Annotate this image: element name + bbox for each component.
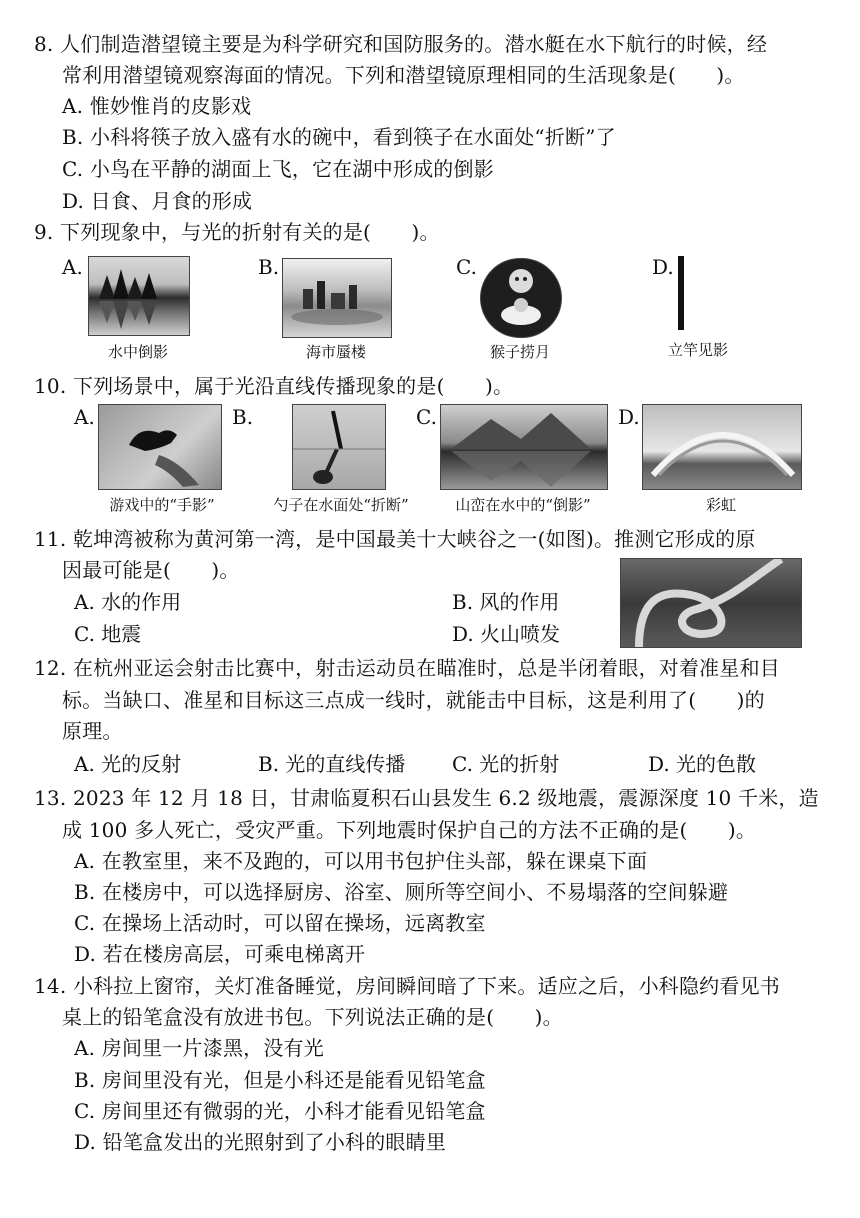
q11-option-b: B. 风的作用 [452,590,560,614]
q14-option-a: A. 房间里一片漆黑，没有光 [74,1036,324,1060]
q9-image-pole [678,256,684,330]
q10-label-c: 山峦在水中的“倒影” [455,496,591,514]
q9-image-water-reflection [88,256,190,336]
q14-stem-line2: 桌上的铅笔盒没有放进书包。下列说法正确的是( )。 [62,1005,563,1029]
q12-option-d: D. 光的色散 [648,752,757,776]
q11-option-a: A. 水的作用 [74,590,182,614]
q9-image-mirage [282,258,392,338]
q9-letter-d: D. [652,255,674,279]
q10-image-spoon-water [292,404,386,490]
q8-option-c: C. 小鸟在平静的湖面上飞，它在湖中形成的倒影 [62,157,494,181]
q11-stem-line2: 因最可能是( )。 [62,558,240,582]
q10-image-rainbow [642,404,802,490]
hand-shadow-icon [99,405,221,489]
mirage-city-icon [283,259,391,337]
q9-label-c: 猴子捞月 [489,343,550,361]
q8-option-d: D. 日食、月食的形成 [62,189,253,213]
q10-image-mountain-reflection [440,404,608,490]
q11-image-river-bend [620,558,802,648]
q9-letter-b: B. [258,255,280,279]
q13-option-a: A. 在教室里，来不及跑的，可以用书包护住头部，躲在课桌下面 [74,849,648,873]
q12-option-c: C. 光的折射 [452,752,560,776]
q13-option-c: C. 在操场上活动时，可以留在操场，远离教室 [74,911,486,935]
q12-stem-line2: 标。当缺口、准星和目标这三点成一线时，就能击中目标，这是利用了( )的 [62,688,765,712]
q10-label-b: 勺子在水面处“折断” [273,496,409,514]
trees-reflection-icon [89,257,189,335]
q10-letter-a: A. [74,405,95,429]
mountain-reflection-icon [441,405,607,489]
q8-option-b: B. 小科将筷子放入盛有水的碗中，看到筷子在水面处“折断”了 [62,125,616,149]
q11-option-c: C. 地震 [74,622,142,646]
q13-stem-line2: 成 100 多人死亡，受灾严重。下列地震时保护自己的方法不正确的是( )。 [62,818,757,842]
q10-stem: 10. 下列场景中，属于光沿直线传播现象的是( )。 [34,374,514,398]
q14-option-b: B. 房间里没有光，但是小科还是能看见铅笔盒 [74,1068,486,1092]
monkey-moon-icon [481,259,561,337]
q13-option-b: B. 在楼房中，可以选择厨房、浴室、厕所等空间小、不易塌落的空间躲避 [74,880,729,904]
q14-option-d: D. 铅笔盒发出的光照射到了小科的眼睛里 [74,1130,447,1154]
q9-label-a: 水中倒影 [107,343,168,361]
q14-option-c: C. 房间里还有微弱的光，小科才能看见铅笔盒 [74,1099,486,1123]
q9-label-b: 海市蜃楼 [305,343,366,361]
q8-stem-line2: 常利用潜望镜观察海面的情况。下列和潜望镜原理相同的生活现象是( )。 [62,63,745,87]
q9-stem: 9. 下列现象中，与光的折射有关的是( )。 [34,220,440,244]
q13-option-d: D. 若在楼房高层，可乘电梯离开 [74,942,366,966]
q12-stem-line1: 12. 在杭州亚运会射击比赛中，射击运动员在瞄准时，总是半闭着眼，对着准星和目 [34,656,780,680]
q10-letter-d: D. [618,405,640,429]
q10-letter-b: B. [232,405,254,429]
q12-option-a: A. 光的反射 [74,752,182,776]
q9-image-monkey-moon [480,258,562,338]
q9-letter-a: A. [62,255,83,279]
q8-stem-line1: 8. 人们制造潜望镜主要是为科学研究和国防服务的。潜水艇在水下航行的时候，经 [34,32,768,56]
q14-stem-line1: 14. 小科拉上窗帘，关灯准备睡觉，房间瞬间暗了下来。适应之后，小科隐约看见书 [34,974,780,998]
q10-label-a: 游戏中的“手影” [109,496,215,514]
q13-stem-line1: 13. 2023 年 12 月 18 日，甘肃临夏积石山县发生 6.2 级地震，震源深度 10 千米，造 [34,786,819,810]
q9-letter-c: C. [456,255,477,279]
q8-option-a: A. 惟妙惟肖的皮影戏 [62,94,252,118]
rainbow-icon [643,405,801,489]
q9-label-d: 立竿见影 [668,341,729,359]
q11-option-d: D. 火山喷发 [452,622,561,646]
q12-option-b: B. 光的直线传播 [258,752,406,776]
q10-label-d: 彩虹 [705,496,736,514]
q10-letter-c: C. [416,405,437,429]
q11-stem-line1: 11. 乾坤湾被称为黄河第一湾，是中国最美十大峡谷之一(如图)。推测它形成的原 [34,527,756,551]
river-bend-icon [621,559,801,647]
spoon-icon [293,405,385,489]
q10-image-hand-shadow [98,404,222,490]
q12-stem-line3: 原理。 [62,719,123,743]
